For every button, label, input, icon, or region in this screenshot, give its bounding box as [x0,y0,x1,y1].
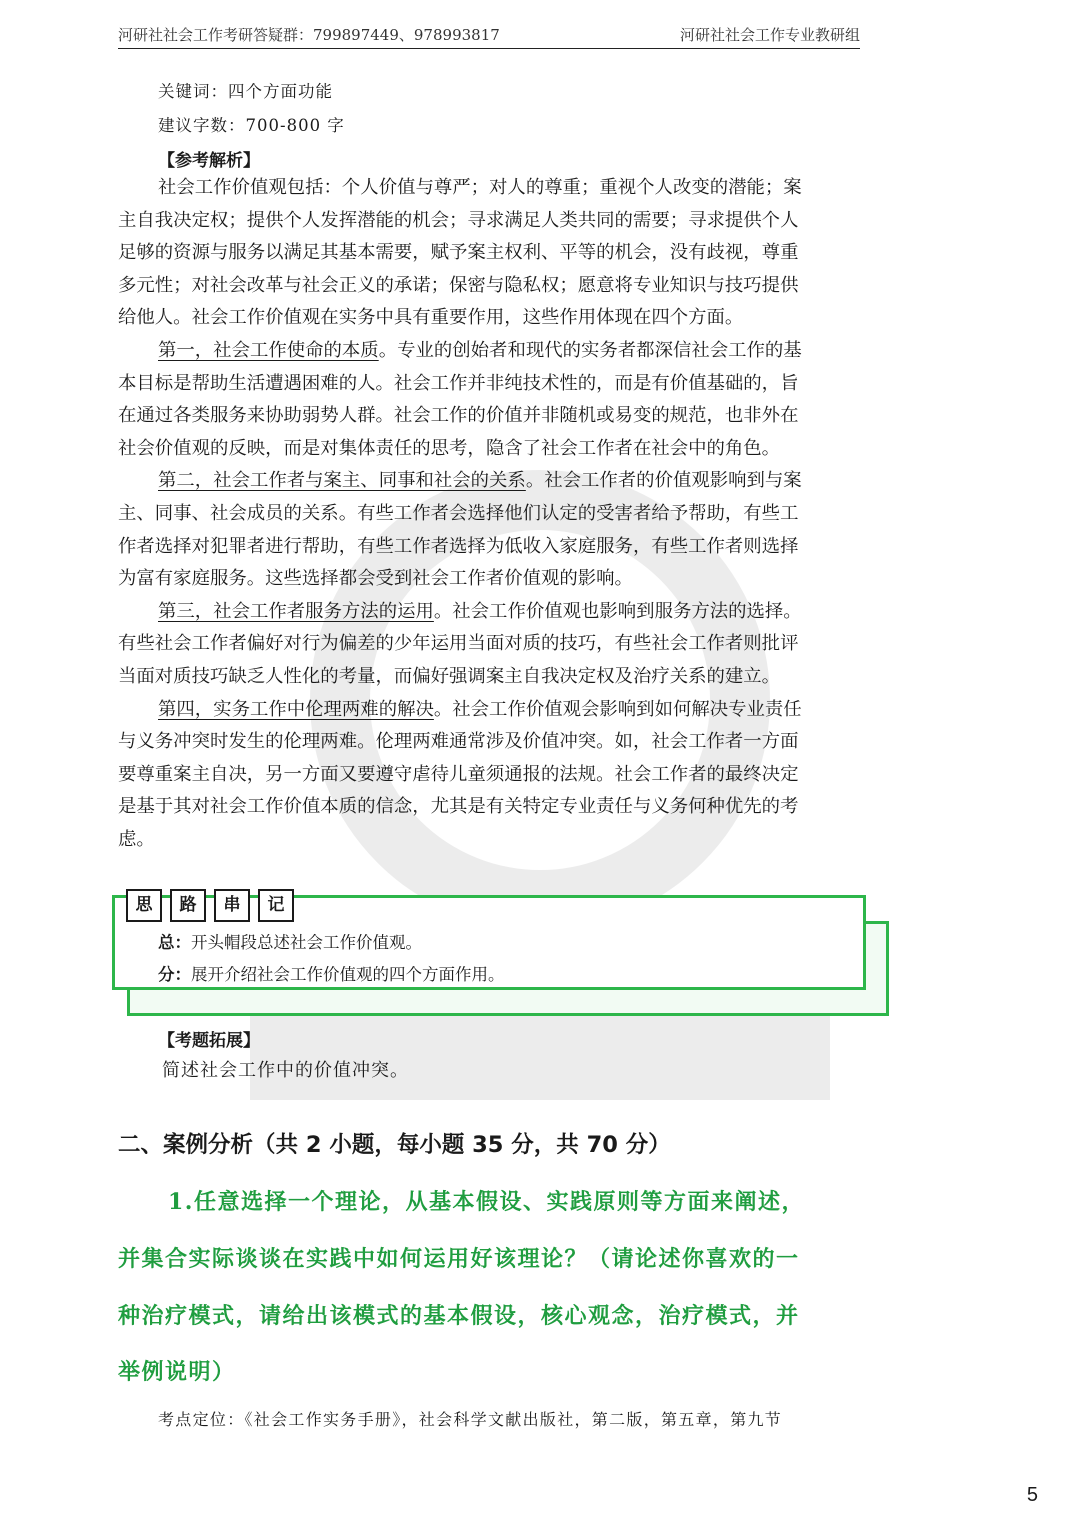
point-heading: 第四，实务工作中伦理两难的解决 [158,699,434,720]
extension-text: 简述社会工作中的价值冲突。 [162,1060,409,1081]
idea-tag: 串 [214,889,250,922]
idea-fen: 分：展开介绍社会工作价值观的四个方面作用。 [158,965,505,984]
paragraph-line: 第一，社会工作使命的本质。专业的创始者和现代的实务者都深信社会工作的基 [158,340,802,361]
question-line: 举例说明） [118,1359,236,1385]
paragraph-line: 要尊重案主自决，另一方面又要遵守虐待儿童须通报的法规。社会工作者的最终决定 [118,764,799,785]
paragraph-line: 本目标是帮助生活遭遇困难的人。社会工作并非纯技术性的，而是有价值基础的，旨 [118,373,799,394]
question-line: 种治疗模式，请给出该模式的基本假设，核心观念，治疗模式，并 [118,1303,800,1329]
page-number: 5 [1026,1484,1038,1506]
paragraph-line: 是基于其对社会工作价值本质的信念，尤其是有关特定专业责任与义务何种优先的考 [118,796,799,817]
paragraph-line: 与义务冲突时发生的伦理两难。伦理两难通常涉及价值冲突。如，社会工作者一方面 [118,731,799,752]
idea-tag: 路 [170,889,206,922]
paragraph-line: 作者选择对犯罪者进行帮助，有些工作者选择为低收入家庭服务，有些工作者则选择 [118,536,799,557]
paragraph-line: 社会工作价值观包括：个人价值与尊严；对人的尊重；重视个人改变的潜能；案 [158,177,802,198]
keywords: 关键词：四个方面功能 [158,82,333,101]
point-heading: 第二，社会工作者与案主、同事和社会的关系 [158,470,526,491]
paragraph-line: 足够的资源与服务以满足其基本需要，赋予案主权利、平等的机会，没有歧视，尊重 [118,242,799,263]
paragraph-line: 社会价值观的反映，而是对集体责任的思考，隐含了社会工作者在社会中的角色。 [118,438,781,459]
idea-zong: 总：开头帽段总述社会工作价值观。 [158,933,422,952]
header-qq-groups: 河研社社会工作考研答疑群：799897449、978993817 [118,26,500,44]
question-line: 并集合实际谈谈在实践中如何运用好该理论？（请论述你喜欢的一 [118,1246,800,1272]
paragraph-line: 第四，实务工作中伦理两难的解决。社会工作价值观会影响到如何解决专业责任 [158,699,802,720]
analysis-label: 【参考解析】 [158,151,260,171]
idea-tag: 思 [126,889,162,922]
section-title: 二、案例分析（共 2 小题，每小题 35 分，共 70 分） [118,1132,671,1158]
point-heading: 第一，社会工作使命的本质 [158,340,379,361]
paragraph-line: 多元性；对社会改革与社会正义的承诺；保密与隐私权；愿意将专业知识与技巧提供 [118,275,799,296]
paragraph-line: 当面对质技巧缺乏人性化的考量，而偏好强调案主自我决定权及治疗关系的建立。 [118,666,781,687]
header-org: 河研社社会工作专业教研组 [679,26,860,44]
extension-label: 【考题拓展】 [158,1031,260,1051]
question-line: 1.任意选择一个理论，从基本假设、实践原则等方面来阐述， [168,1189,805,1215]
paragraph-line: 第三，社会工作者服务方法的运用。社会工作价值观也影响到服务方法的选择。 [158,601,802,622]
idea-tag: 记 [258,889,294,922]
paragraph-line: 第二，社会工作者与案主、同事和社会的关系。社会工作者的价值观影响到与案 [158,470,802,491]
point-heading: 第三，社会工作者服务方法的运用 [158,601,434,622]
paragraph-line: 为富有家庭服务。这些选择都会受到社会工作者价值观的影响。 [118,568,633,589]
word-count: 建议字数：700-800 字 [158,116,345,135]
paragraph-line: 给他人。社会工作价值观在实务中具有重要作用，这些作用体现在四个方面。 [118,307,744,328]
page-header [118,22,860,49]
paragraph-line: 有些社会工作者偏好对行为偏差的少年运用当面对质的技巧，有些社会工作者则批评 [118,633,799,654]
paragraph-line: 虑。 [118,829,155,850]
paragraph-line: 主、同事、社会成员的关系。有些工作者会选择他们认定的受害者给予帮助，有些工 [118,503,799,524]
reference-note: 考点定位：《社会工作实务手册》，社会科学文献出版社，第二版，第五章，第九节 [158,1410,783,1429]
paragraph-line: 在通过各类服务来协助弱势人群。社会工作的价值并非随机或易变的规范，也非外在 [118,405,799,426]
paragraph-line: 主自我决定权；提供个人发挥潜能的机会；寻求满足人类共同的需要；寻求提供个人 [118,210,799,231]
